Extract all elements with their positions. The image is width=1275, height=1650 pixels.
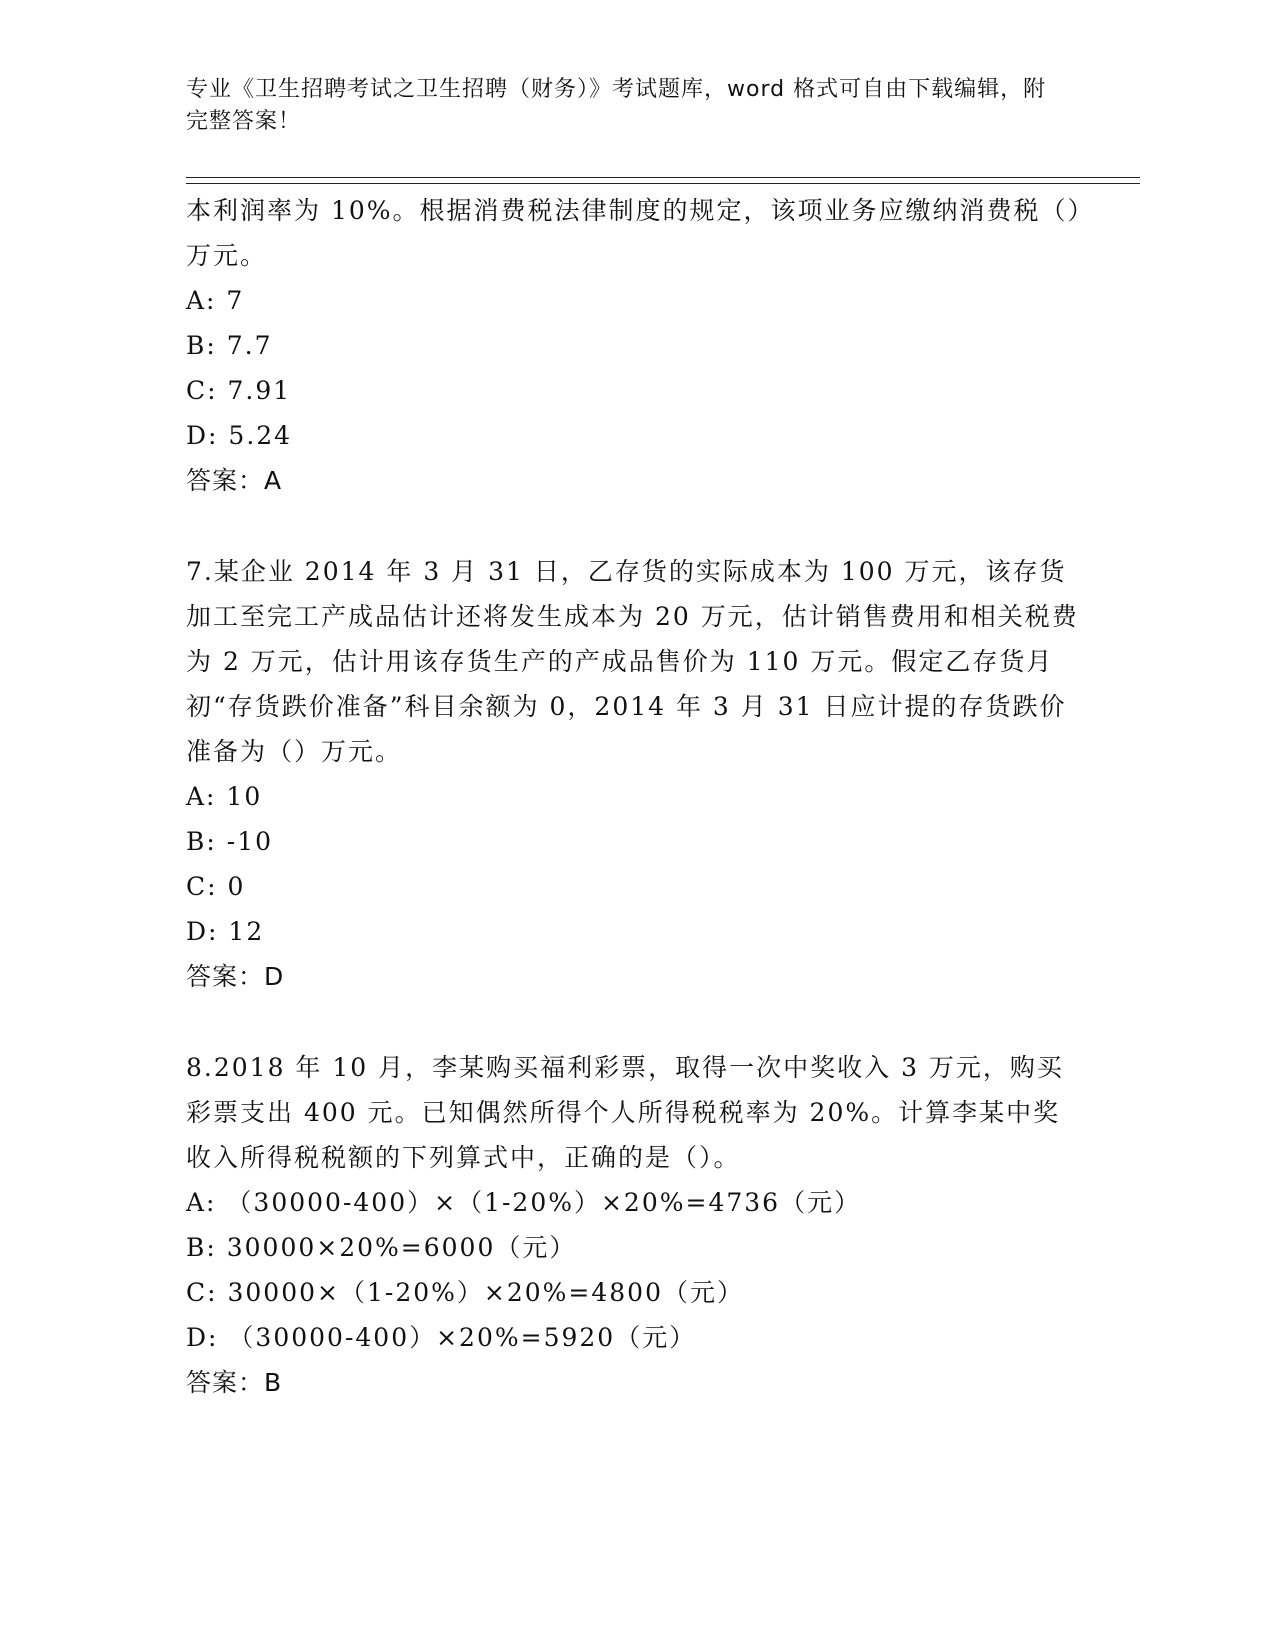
option-b: B: 30000×20%=6000（元） — [186, 1233, 577, 1262]
question-6 — [186, 188, 1086, 503]
question-8 — [186, 1045, 1086, 1405]
question-stem: 7.某企业 2014 年 3 月 31 日，乙存货的实际成本为 100 万元，该存货加工至完工产成品估计还将发生成本为 20 万元，估计销售费用和相关税费为 2 万元，估计用该存货生产的产成品售价为 110 万元。假定乙存货月初“存货跌价准备”科目余额为 0，2014 年 3 月 31 日应计提的存货跌价准备为（）万元。 — [186, 557, 1079, 766]
spacer — [186, 503, 1086, 549]
option-d: D: 5.24 — [186, 421, 293, 450]
answer-line: 答案：B — [186, 1368, 283, 1397]
option-c: C: 7.91 — [186, 376, 292, 405]
option-c: C: 0 — [186, 872, 246, 901]
question-list — [186, 188, 1086, 1405]
option-a: A: 10 — [186, 782, 263, 811]
option-b: B: -10 — [186, 827, 273, 856]
option-d: D: 12 — [186, 917, 265, 946]
header-divider-thick — [186, 177, 1140, 178]
spacer — [186, 999, 1086, 1045]
document-header: 专业《卫生招聘考试之卫生招聘（财务）》考试题库，word 格式可自由下载编辑，附完整答案！ — [186, 77, 1047, 134]
option-a: A: （30000-400）×（1-20%）×20%=4736（元） — [186, 1188, 862, 1217]
option-c: C: 30000×（1-20%）×20%=4800（元） — [186, 1278, 744, 1307]
answer-line: 答案：A — [186, 466, 283, 495]
question-7 — [186, 549, 1086, 999]
question-stem: 本利润率为 10%。根据消费税法律制度的规定，该项业务应缴纳消费税（）万元。 — [186, 196, 1083, 270]
option-d: D: （30000-400）×20%=5920（元） — [186, 1323, 697, 1352]
option-b: B: 7.7 — [186, 331, 273, 360]
header-divider-thin — [186, 183, 1140, 184]
option-a: A: 7 — [186, 286, 245, 315]
answer-line: 答案：D — [186, 962, 285, 991]
question-stem: 8.2018 年 10 月，李某购买福利彩票，取得一次中奖收入 3 万元，购买彩票支出 400 元。已知偶然所得个人所得税税率为 20%。计算李某中奖收入所得税税额的下列算式中，正确的是（）。 — [186, 1053, 1064, 1172]
